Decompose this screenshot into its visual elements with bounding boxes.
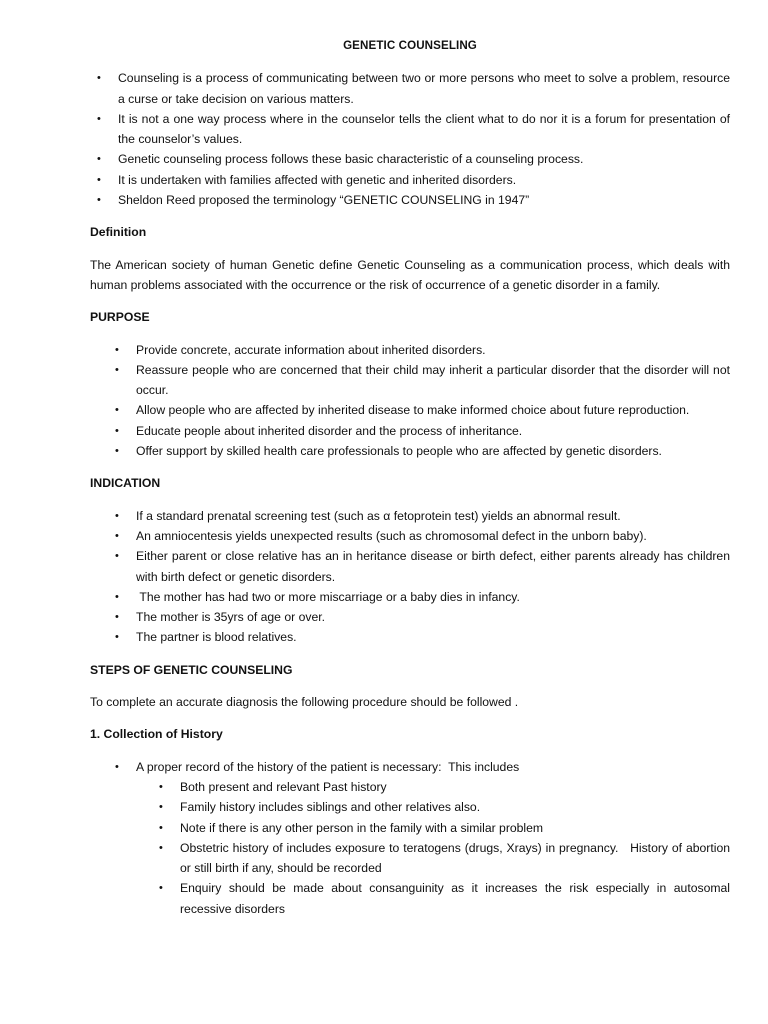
- bullet-icon: •: [115, 760, 119, 773]
- bullet-icon: •: [115, 550, 119, 563]
- history-list: [90, 757, 730, 777]
- list-item: • Provide concrete, accurate information about inherited disorders.: [136, 340, 730, 360]
- list-item: • Sheldon Reed proposed the terminology “GENETIC COUNSELING in 1947”: [118, 190, 730, 210]
- bullet-icon: •: [159, 801, 163, 814]
- indication-list: [90, 506, 730, 648]
- bullet-icon: •: [97, 72, 101, 85]
- bullet-icon: •: [97, 194, 101, 207]
- list-item: • It is not a one way process where in the counselor tells the client what to do nor it is a forum for presentation of the counselor’s values.: [118, 109, 730, 150]
- definition-text: The American society of human Genetic define Genetic Counseling as a communication process, which deals with human problems associated with the occurrence or the risk of occurrence of a genetic disorder in a family.: [90, 257, 730, 292]
- bullet-icon: •: [115, 363, 119, 376]
- bullet-icon: •: [115, 404, 119, 417]
- list-item: • Obstetric history of includes exposure to teratogens (drugs, Xrays) in pregnancy. History of abortion or still birth if any, should be recorded: [180, 838, 730, 879]
- purpose-list: [90, 340, 730, 462]
- collection-of-history-heading: 1. Collection of History: [90, 727, 223, 742]
- list-item: • A proper record of the history of the patient is necessary: This includes: [136, 757, 730, 777]
- indication-heading: INDICATION: [90, 476, 161, 491]
- document-page: [90, 36, 734, 919]
- bullet-icon: •: [115, 590, 119, 603]
- steps-heading: STEPS OF GENETIC COUNSELING: [90, 662, 293, 677]
- bullet-icon: •: [115, 343, 119, 356]
- list-item: • Counseling is a process of communicating between two or more persons who meet to solve a problem, resource a curse or take decision on various matters.: [118, 68, 730, 109]
- bullet-icon: •: [115, 611, 119, 624]
- list-item: • It is undertaken with families affected with genetic and inherited disorders.: [118, 170, 730, 190]
- bullet-icon: •: [159, 821, 163, 834]
- list-item: • Either parent or close relative has an in heritance disease or birth defect, either parents already has children with birth defect or genetic disorders.: [136, 546, 730, 587]
- list-item: • Educate people about inherited disorder and the process of inheritance.: [136, 421, 730, 441]
- list-item: • Allow people who are affected by inherited disease to make informed choice about future reproduction.: [136, 400, 730, 420]
- bullet-icon: •: [115, 529, 119, 542]
- list-item: • The partner is blood relatives.: [136, 627, 730, 647]
- bullet-icon: •: [97, 112, 101, 125]
- history-sub-list: [90, 777, 734, 919]
- bullet-icon: •: [97, 153, 101, 166]
- bullet-icon: •: [97, 173, 101, 186]
- definition-heading: Definition: [90, 225, 147, 240]
- list-item: • Both present and relevant Past history: [180, 777, 730, 797]
- list-item: • The mother has had two or more miscarriage or a baby dies in infancy.: [136, 587, 730, 607]
- list-item: • Reassure people who are concerned that their child may inherit a particular disorder that the disorder will not occur.: [136, 360, 730, 401]
- bullet-icon: •: [115, 509, 119, 522]
- list-item: • Family history includes siblings and other relatives also.: [180, 797, 730, 817]
- list-item: • Genetic counseling process follows these basic characteristic of a counseling process.: [118, 149, 730, 169]
- list-item: • Note if there is any other person in the family with a similar problem: [180, 818, 730, 838]
- intro-bullet-list: [90, 68, 730, 210]
- bullet-icon: •: [115, 631, 119, 644]
- bullet-icon: •: [115, 445, 119, 458]
- list-item: • Enquiry should be made about consanguinity as it increases the risk especially in autosomal recessive disorders: [180, 878, 730, 919]
- document-title: GENETIC COUNSELING: [343, 39, 477, 52]
- bullet-icon: •: [115, 424, 119, 437]
- steps-intro: To complete an accurate diagnosis the following procedure should be followed .: [90, 695, 519, 710]
- list-item: • An amniocentesis yields unexpected results (such as chromosomal defect in the unborn baby).: [136, 526, 730, 546]
- purpose-heading: PURPOSE: [90, 310, 150, 325]
- bullet-icon: •: [159, 841, 163, 854]
- bullet-icon: •: [159, 882, 163, 895]
- list-item: • If a standard prenatal screening test (such as α fetoprotein test) yields an abnormal result.: [136, 506, 730, 526]
- list-item: • Offer support by skilled health care professionals to people who are affected by genetic disorders.: [136, 441, 730, 461]
- list-item: • The mother is 35yrs of age or over.: [136, 607, 730, 627]
- bullet-icon: •: [159, 780, 163, 793]
